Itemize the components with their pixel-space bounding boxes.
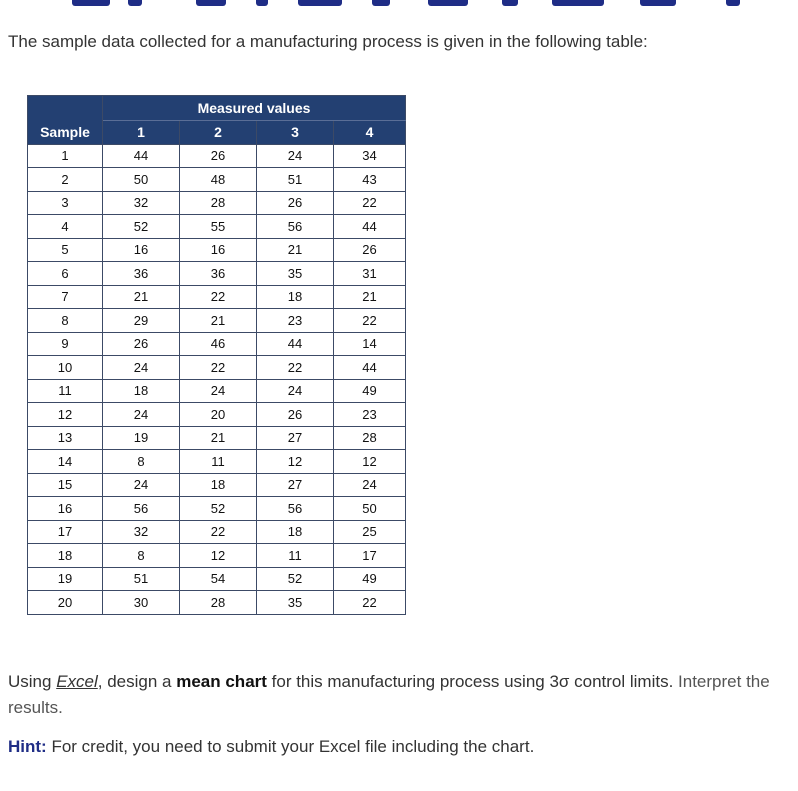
- measurement-cell: 22: [180, 285, 257, 309]
- sample-number-cell: 17: [28, 520, 103, 544]
- table-row: [28, 379, 406, 403]
- measurement-cell: 21: [334, 285, 406, 309]
- measurement-cell: 23: [334, 403, 406, 427]
- measurement-cell: 22: [334, 591, 406, 615]
- measurement-cell: 29: [103, 309, 180, 333]
- measurement-cell: 28: [180, 591, 257, 615]
- measurement-cell: 56: [103, 497, 180, 521]
- measurement-cell: 21: [257, 238, 334, 262]
- measurement-cell: 18: [103, 379, 180, 403]
- measurement-cell: 44: [334, 356, 406, 380]
- measurement-cell: 43: [334, 168, 406, 192]
- sample-number-cell: 6: [28, 262, 103, 286]
- measurement-cell: 24: [257, 144, 334, 168]
- table-row: [28, 238, 406, 262]
- table-row: [28, 356, 406, 380]
- table-row: [28, 567, 406, 591]
- measurement-cell: 21: [180, 426, 257, 450]
- measurement-cell: 30: [103, 591, 180, 615]
- table-row: [28, 473, 406, 497]
- measurement-cell: 24: [334, 473, 406, 497]
- table-row: [28, 544, 406, 568]
- measurement-cell: 14: [334, 332, 406, 356]
- measurement-cell: 12: [334, 450, 406, 474]
- measurement-cell: 52: [257, 567, 334, 591]
- measurement-table: [27, 95, 406, 615]
- table-row: [28, 332, 406, 356]
- table-row: [28, 191, 406, 215]
- table-row: [28, 144, 406, 168]
- measurement-cell: 51: [257, 168, 334, 192]
- table-row: [28, 168, 406, 192]
- measurement-cell: 35: [257, 591, 334, 615]
- table-row: [28, 403, 406, 427]
- measurement-cell: 52: [180, 497, 257, 521]
- intro-text: The sample data collected for a manufacturing process is given in the following table:: [8, 32, 648, 51]
- measurement-cell: 11: [257, 544, 334, 568]
- column-header: 1: [103, 121, 180, 145]
- measurement-cell: 22: [334, 191, 406, 215]
- table-row: [28, 450, 406, 474]
- sample-number-cell: 5: [28, 238, 103, 262]
- sample-number-cell: 16: [28, 497, 103, 521]
- measurement-cell: 21: [180, 309, 257, 333]
- measurement-cell: 50: [103, 168, 180, 192]
- table-row: [28, 591, 406, 615]
- measurement-cell: 24: [257, 379, 334, 403]
- measurement-cell: 8: [103, 544, 180, 568]
- measurement-cell: 22: [180, 356, 257, 380]
- sample-number-cell: 4: [28, 215, 103, 239]
- table-row: [28, 497, 406, 521]
- measurement-cell: 26: [257, 191, 334, 215]
- measurement-cell: 52: [103, 215, 180, 239]
- instruction-part1: Using: [8, 672, 57, 691]
- sample-number-cell: 14: [28, 450, 103, 474]
- sample-number-cell: 9: [28, 332, 103, 356]
- column-header: 3: [257, 121, 334, 145]
- sample-number-cell: 13: [28, 426, 103, 450]
- measurement-cell: 26: [334, 238, 406, 262]
- measurement-cell: 23: [257, 309, 334, 333]
- measurement-cell: 28: [180, 191, 257, 215]
- sample-number-cell: 2: [28, 168, 103, 192]
- measurement-cell: 22: [334, 309, 406, 333]
- measurement-cell: 25: [334, 520, 406, 544]
- measurement-cell: 24: [103, 356, 180, 380]
- instruction-part2: , design a: [97, 672, 177, 691]
- measurement-cell: 22: [257, 356, 334, 380]
- measurement-cell: 24: [180, 379, 257, 403]
- table-row: [28, 285, 406, 309]
- column-header: 4: [334, 121, 406, 145]
- measurement-cell: 49: [334, 567, 406, 591]
- measurement-cell: 54: [180, 567, 257, 591]
- measurement-cell: 11: [180, 450, 257, 474]
- measurement-cell: 17: [334, 544, 406, 568]
- measurement-cell: 50: [334, 497, 406, 521]
- table-row: [28, 426, 406, 450]
- measurement-cell: 20: [180, 403, 257, 427]
- excel-link: Excel: [56, 672, 98, 691]
- measurement-cell: 24: [103, 473, 180, 497]
- measurement-cell: 49: [334, 379, 406, 403]
- measurement-cell: 51: [103, 567, 180, 591]
- hint-body: For credit, you need to submit your Excel file including the chart.: [46, 737, 535, 756]
- measurement-cell: 32: [103, 520, 180, 544]
- measurement-cell: 26: [180, 144, 257, 168]
- measurement-cell: 46: [180, 332, 257, 356]
- measurement-cell: 27: [257, 426, 334, 450]
- measurement-cell: 18: [257, 285, 334, 309]
- measurement-cell: 27: [257, 473, 334, 497]
- sample-header: Sample: [28, 121, 103, 145]
- sample-number-cell: 19: [28, 567, 103, 591]
- sample-number-cell: 1: [28, 144, 103, 168]
- instruction-text: [8, 669, 793, 721]
- header-blank: [28, 96, 103, 121]
- instruction-part3: for this manufacturing process using 3σ control limits.: [266, 672, 679, 691]
- measurement-cell: 24: [103, 403, 180, 427]
- measurement-cell: 18: [257, 520, 334, 544]
- measurement-cell: 56: [257, 215, 334, 239]
- sample-number-cell: 12: [28, 403, 103, 427]
- sample-number-cell: 18: [28, 544, 103, 568]
- sample-number-cell: 7: [28, 285, 103, 309]
- measurement-cell: 44: [257, 332, 334, 356]
- measurement-cell: 56: [257, 497, 334, 521]
- hint-text: [8, 737, 534, 757]
- measurement-cell: 8: [103, 450, 180, 474]
- table-row: [28, 215, 406, 239]
- instruction-tail: Interpret the results.: [8, 672, 770, 717]
- measurement-cell: 31: [334, 262, 406, 286]
- measurement-cell: 22: [180, 520, 257, 544]
- sample-number-cell: 11: [28, 379, 103, 403]
- sample-number-cell: 20: [28, 591, 103, 615]
- measurement-cell: 21: [103, 285, 180, 309]
- sample-number-cell: 15: [28, 473, 103, 497]
- measurement-cell: 16: [103, 238, 180, 262]
- measurement-cell: 55: [180, 215, 257, 239]
- table-row: [28, 520, 406, 544]
- measurement-cell: 19: [103, 426, 180, 450]
- measurement-cell: 36: [180, 262, 257, 286]
- sample-number-cell: 10: [28, 356, 103, 380]
- measurement-cell: 12: [180, 544, 257, 568]
- measurement-cell: 44: [103, 144, 180, 168]
- group-header: Measured values: [103, 96, 406, 121]
- measurement-cell: 26: [103, 332, 180, 356]
- measurement-cell: 44: [334, 215, 406, 239]
- measurement-cell: 35: [257, 262, 334, 286]
- measurement-cell: 32: [103, 191, 180, 215]
- cropped-heading: [0, 0, 798, 12]
- measurement-cell: 48: [180, 168, 257, 192]
- table-row: [28, 309, 406, 333]
- mean-chart-emphasis: mean chart: [176, 672, 267, 691]
- column-header: 2: [180, 121, 257, 145]
- measurement-cell: 28: [334, 426, 406, 450]
- table-row: [28, 262, 406, 286]
- measurement-cell: 26: [257, 403, 334, 427]
- measurement-cell: 12: [257, 450, 334, 474]
- measurement-cell: 18: [180, 473, 257, 497]
- measurement-cell: 36: [103, 262, 180, 286]
- sample-number-cell: 3: [28, 191, 103, 215]
- hint-label: Hint:: [8, 737, 47, 756]
- measurement-cell: 34: [334, 144, 406, 168]
- sample-number-cell: 8: [28, 309, 103, 333]
- measurement-cell: 16: [180, 238, 257, 262]
